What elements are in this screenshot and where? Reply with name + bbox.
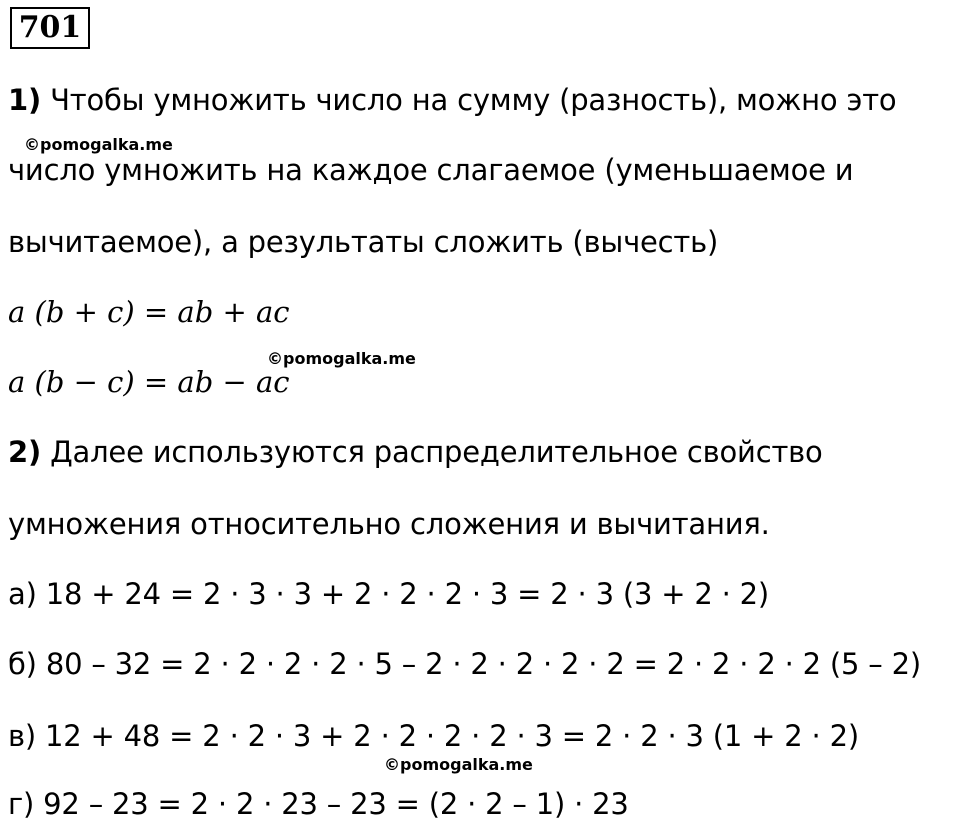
part2-label: 2) <box>8 435 42 469</box>
answer-b: б) 80 – 32 = 2 · 2 · 2 · 2 · 5 – 2 · 2 · 2 · 2 · 2 = 2 · 2 · 2 · 2 (5 – 2) <box>8 647 921 681</box>
watermark-1: ©pomogalka.me <box>24 135 173 154</box>
part2-line2: умножения относительно сложения и вычитания. <box>8 507 770 541</box>
formula-sum: a (b + c) = ab + ac <box>8 295 290 329</box>
answer-v: в) 12 + 48 = 2 · 2 · 3 + 2 · 2 · 2 · 2 · 3 = 2 · 2 · 3 (1 + 2 · 2) <box>8 719 859 753</box>
answer-g: г) 92 – 23 = 2 · 2 · 23 – 23 = (2 · 2 – 1) · 23 <box>8 787 629 821</box>
part1-label: 1) <box>8 83 42 117</box>
watermark-2: ©pomogalka.me <box>267 349 416 368</box>
problem-number: 701 <box>10 7 90 49</box>
part1-line1 <box>8 80 896 120</box>
part1-line1-text: Чтобы умножить число на сумму (разность), можно это <box>41 83 897 117</box>
part2-line1 <box>8 432 823 472</box>
part1-line2: число умножить на каждое слагаемое (уменьшаемое и <box>8 153 854 187</box>
answer-a: а) 18 + 24 = 2 · 3 · 3 + 2 · 2 · 2 · 3 = 2 · 3 (3 + 2 · 2) <box>8 577 770 611</box>
watermark-3: ©pomogalka.me <box>384 755 533 774</box>
formula-difference: a (b − c) = ab − ac <box>8 365 290 399</box>
part2-line1-text: Далее используются распределительное свойство <box>41 435 823 469</box>
part1-line3: вычитаемое), а результаты сложить (вычесть) <box>8 225 719 259</box>
